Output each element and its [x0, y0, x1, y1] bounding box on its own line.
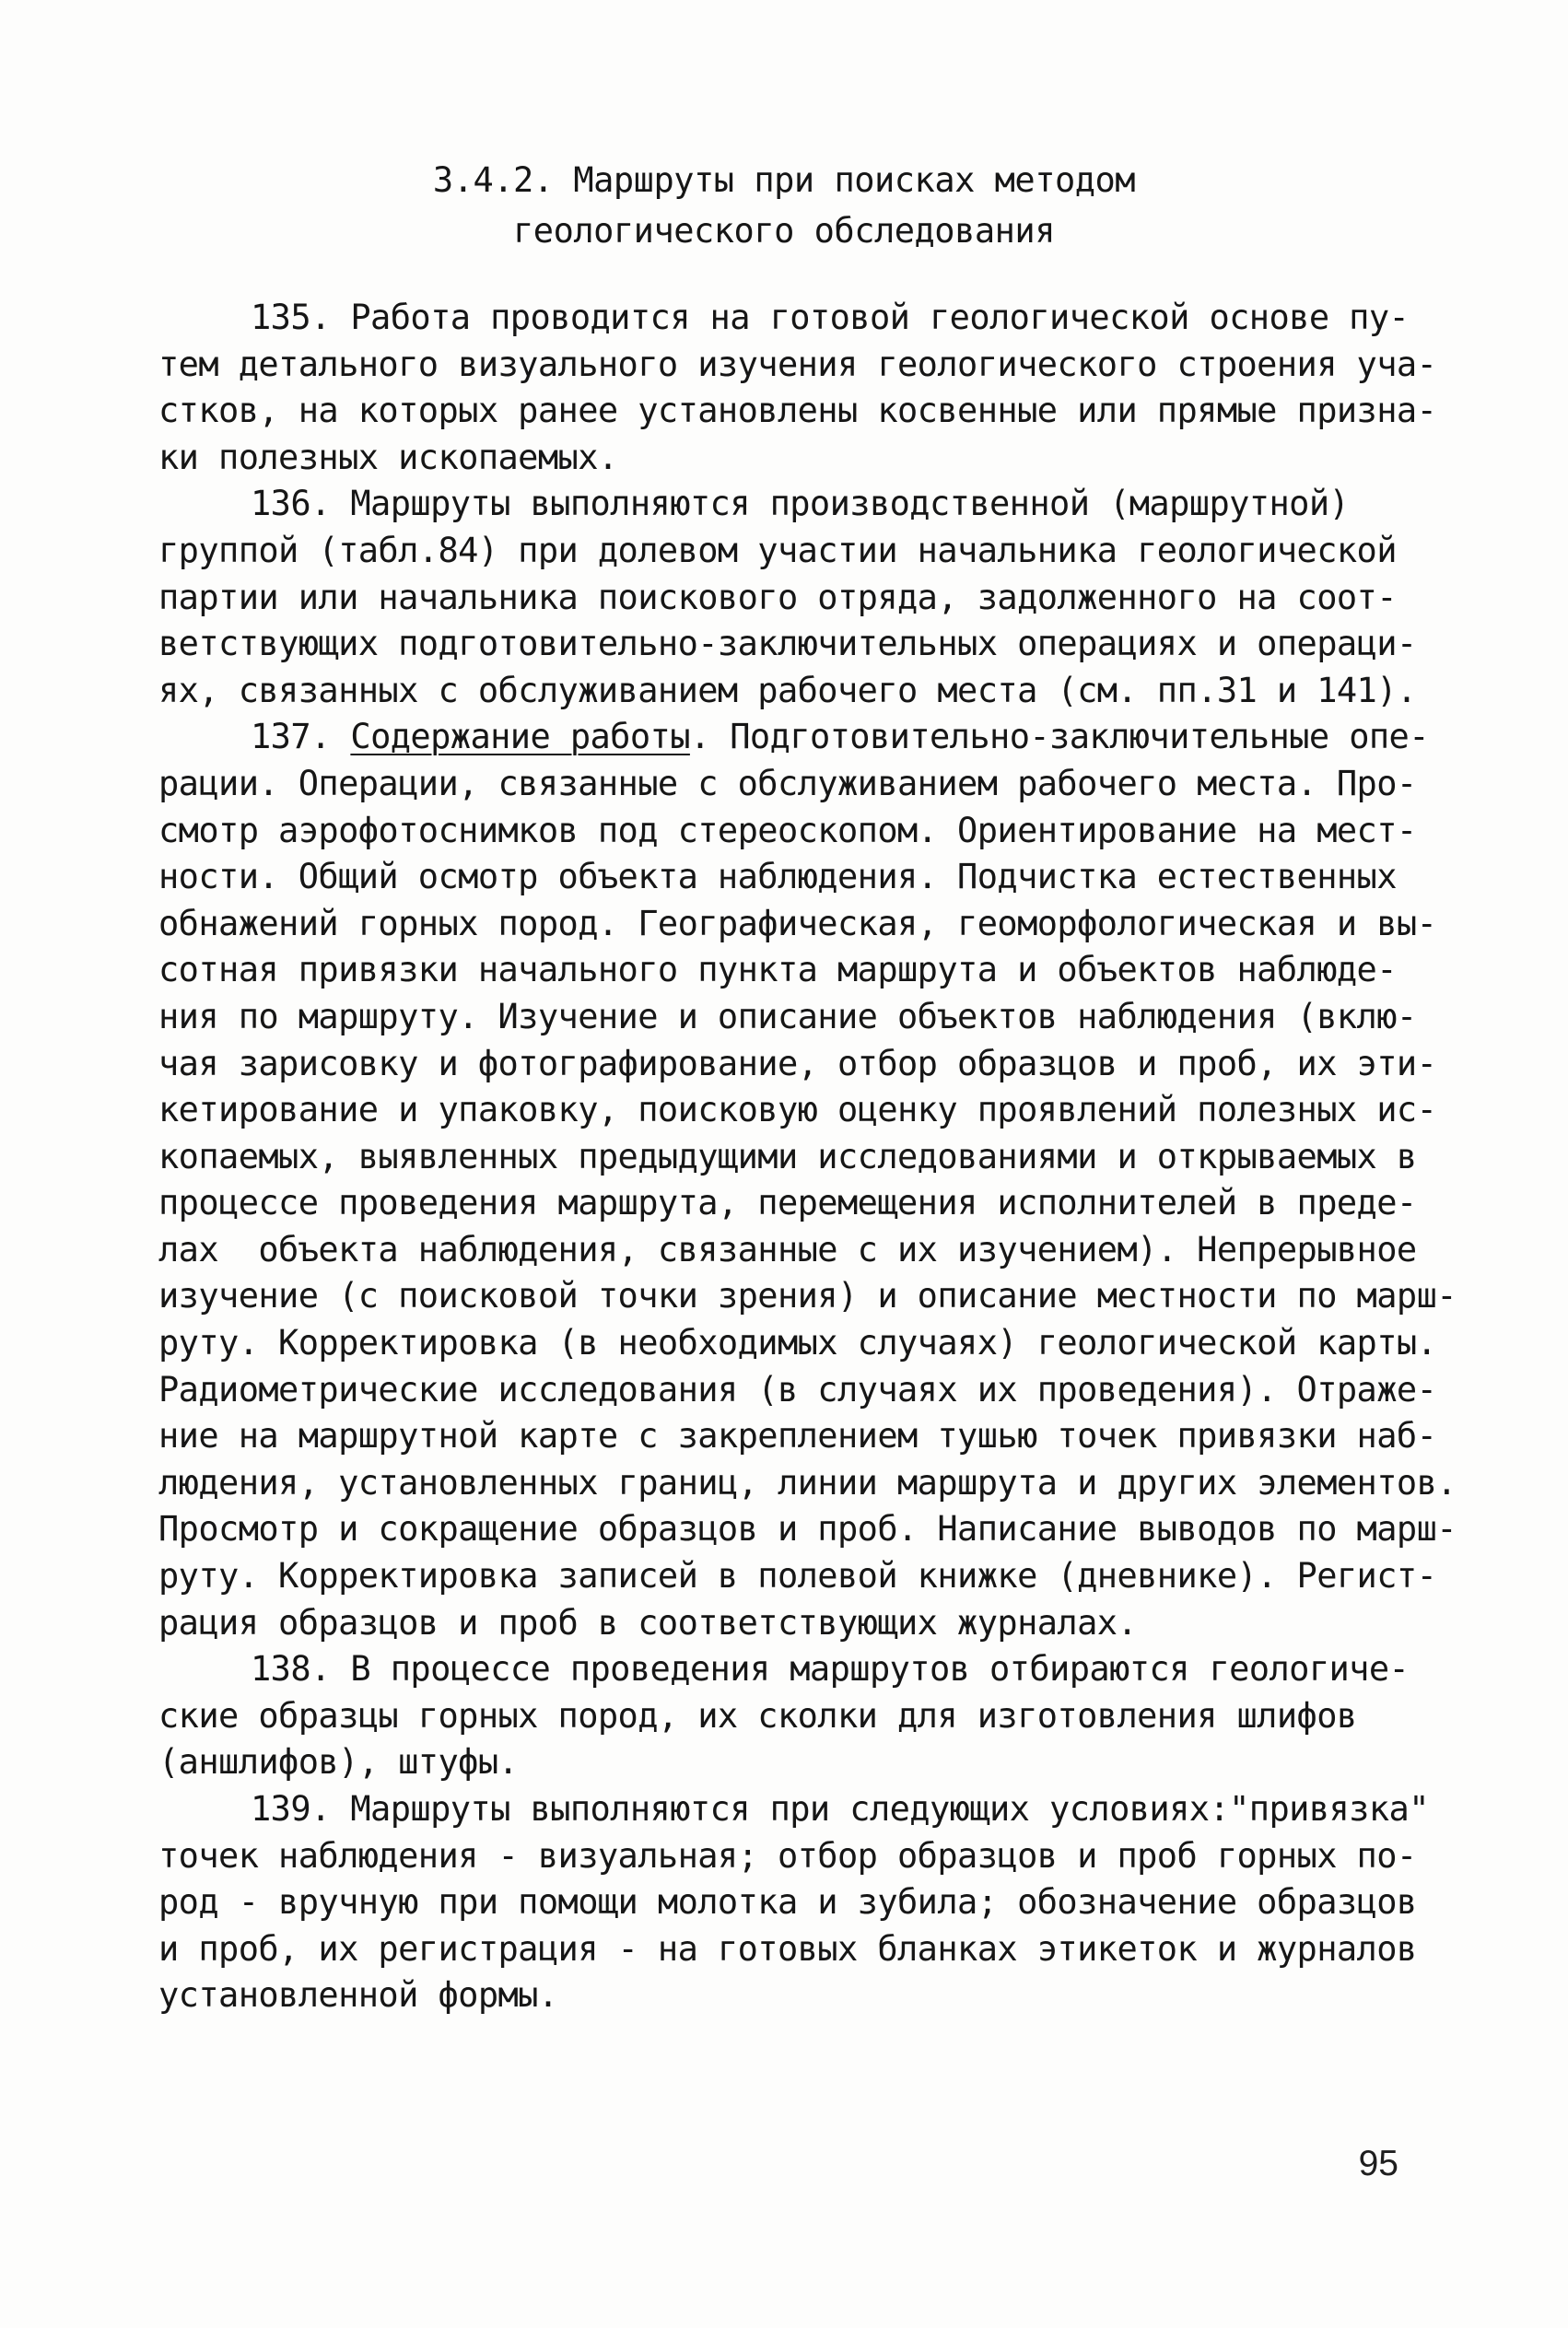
paragraph-line: 138. В процессе проведения маршрутов отбираются геологиче- [251, 1649, 1410, 1690]
paragraph-line: людения, установленных границ, линии маршрута и других элементов. [158, 1462, 1457, 1503]
paragraph-line: ности. Общий осмотр объекта наблюдения. Подчистка естественных [158, 857, 1397, 897]
paragraph-line: 135. Работа проводится на готовой геологической основе пу- [251, 298, 1410, 337]
section-heading [0, 155, 1568, 256]
paragraph-line: рации. Операции, связанные с обслуживанием рабочего места. Про- [158, 763, 1417, 803]
paragraph-line: Радиометрические исследования (в случаях их проведения). Отраже- [158, 1369, 1437, 1410]
paragraph-line: копаемых, выявленных предыдущими исследованиями и открываемых в [158, 1136, 1417, 1176]
paragraph-line: кетирование и упаковку, поисковую оценку проявлений полезных ис- [158, 1090, 1437, 1130]
paragraph-139 [158, 1786, 1430, 2019]
paragraph-line: процессе проведения маршрута, перемещения исполнителей в преде- [158, 1183, 1417, 1223]
paragraph-first-line-rest: . Подготовительно-заключительные опе- [689, 717, 1429, 757]
underlined-heading: Содержание работы [350, 717, 690, 757]
paragraph-line: и проб, их регистрация - на готовых бланках этикеток и журналов [158, 1928, 1417, 1969]
paragraph-line: ние на маршрутной карте с закреплением тушью точек привязки наб- [158, 1416, 1437, 1456]
paragraph-line: стков, на которых ранее установлены косвенные или прямые призна- [158, 391, 1437, 431]
paragraph-line: (аншлифов), штуфы. [158, 1742, 519, 1783]
paragraph-line: руту. Корректировка записей в полевой книжке (дневнике). Регист- [158, 1556, 1437, 1597]
paragraph-line: 139. Маршруты выполняются при следующих условиях:"привязка" [251, 1789, 1429, 1829]
paragraph-line: ские образцы горных пород, их сколки для изготовления шлифов [158, 1695, 1357, 1736]
paragraph-line: ях, связанных с обслуживанием рабочего места (см. пп.31 и 141). [158, 670, 1417, 710]
paragraph-line: руту. Корректировка (в необходимых случаях) геологической карты. [158, 1323, 1437, 1363]
paragraph-line: смотр аэрофотоснимков под стереоскопом. Ориентирование на мест- [158, 810, 1417, 850]
paragraph-line: партии или начальника поискового отряда, задолженного на соот- [158, 577, 1397, 617]
paragraph-line: точек наблюдения - визуальная; отбор образцов и проб горных по- [158, 1835, 1417, 1876]
section-heading-line-1: 3.4.2. Маршруты при поисках методом [432, 160, 1136, 200]
paragraph-line: обнажений горных пород. Географическая, геоморфологическая и вы- [158, 903, 1437, 943]
paragraph-number: 137. [251, 717, 351, 757]
paragraph-line: Просмотр и сокращение образцов и проб. Написание выводов по марш- [158, 1509, 1457, 1550]
paragraph-line: 136. Маршруты выполняются производственной (маршрутной) [251, 484, 1350, 524]
paragraph-138 [158, 1646, 1430, 1786]
section-heading-line-2: геологического обследования [513, 211, 1055, 251]
body-text [158, 295, 1457, 2019]
paragraph-line: тем детального визуального изучения геологического строения уча- [158, 344, 1437, 384]
paragraph-line: род - вручную при помощи молотка и зубила; обозначение образцов [158, 1882, 1417, 1923]
paragraph-line: ки полезных ископаемых. [158, 437, 618, 477]
paragraph-line: установленной формы. [158, 1975, 558, 2016]
page-number: 95 [1358, 2144, 1398, 2183]
paragraph-line: группой (табл.84) при долевом участии начальника геологической [158, 530, 1397, 570]
paragraph-line: чая зарисовку и фотографирование, отбор образцов и проб, их эти- [158, 1043, 1437, 1083]
paragraph-line: изучение (с поисковой точки зрения) и описание местности по марш- [158, 1276, 1457, 1316]
paragraph-line: ветствующих подготовительно-заключительных операциях и операци- [158, 624, 1417, 664]
paragraph-line: лах объекта наблюдения, связанные с их изучением). Непрерывное [158, 1229, 1417, 1269]
paragraph-line: сотная привязки начального пункта маршрута и объектов наблюде- [158, 950, 1397, 990]
paragraph-135 [158, 295, 1437, 481]
paragraph-136 [158, 481, 1430, 714]
paragraph-first-line [158, 714, 1430, 761]
paragraph-line: рация образцов и проб в соответствующих журналах. [158, 1602, 1138, 1643]
paragraph-line: ния по маршруту. Изучение и описание объектов наблюдения (вклю- [158, 996, 1417, 1036]
paragraph-137 [158, 714, 1457, 1646]
